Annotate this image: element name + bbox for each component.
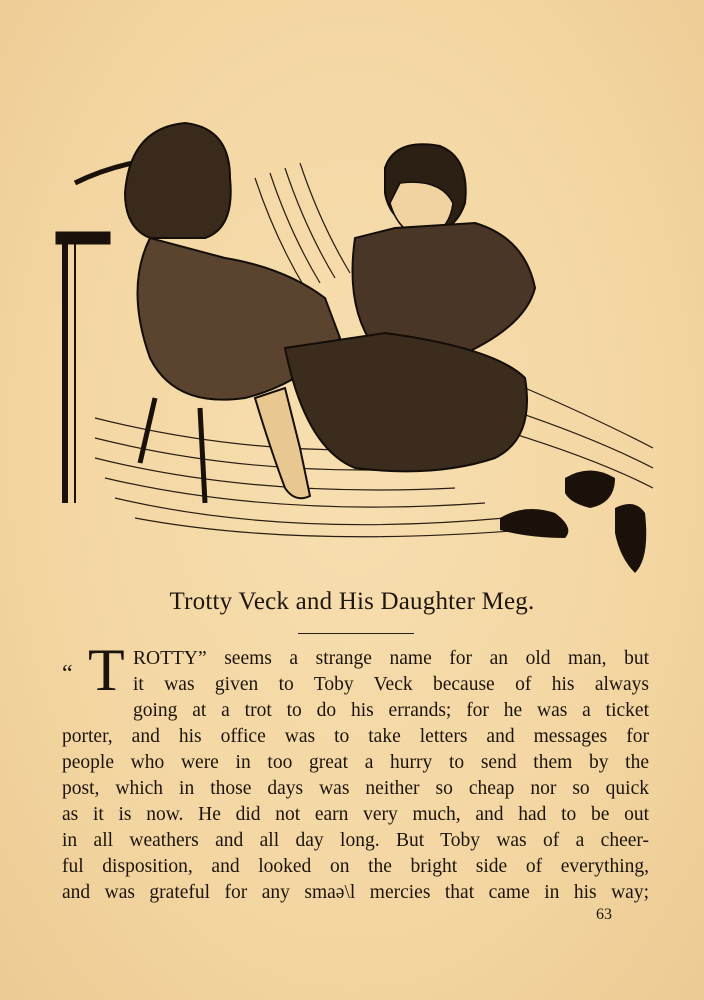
text-line-7: as it is now. He did not earn very much, and had to be out [62,804,649,825]
table-edge [57,233,109,503]
seated-girl-figure [125,123,340,498]
text-line-9: ful disposition, and looked on the bright side of everything, [62,856,649,877]
text-line-4: porter, and his office was to take letters and messages for [62,726,649,747]
text-line-6: post, which in those days was neither so cheap nor so quick [62,778,649,799]
illustration-engraving [55,118,655,578]
text-line-2: it was given to Toby Veck because of his always [133,674,649,695]
drop-cap-quote: “ [62,661,73,687]
text-line-8: in all weathers and all day long. But Toby was of a cheer- [62,830,649,851]
text-line-1: ROTTY” seems a strange name for an old man, but [133,648,649,669]
drop-cap-letter: T [88,637,125,703]
chapter-title: Trotty Veck and His Daughter Meg. [169,588,535,615]
text-line-5: people who were in too great a hurry to send them by the [62,752,649,773]
shoes-on-floor [500,471,646,574]
title-divider [298,633,414,634]
text-line-10: and was grateful for any smaə\l mercies that came in his way; [62,882,649,903]
drop-cap [62,637,132,703]
text-line-3: going at a trot to do his errands; for he was a ticket [133,700,649,721]
page-number: 63 [596,906,612,923]
